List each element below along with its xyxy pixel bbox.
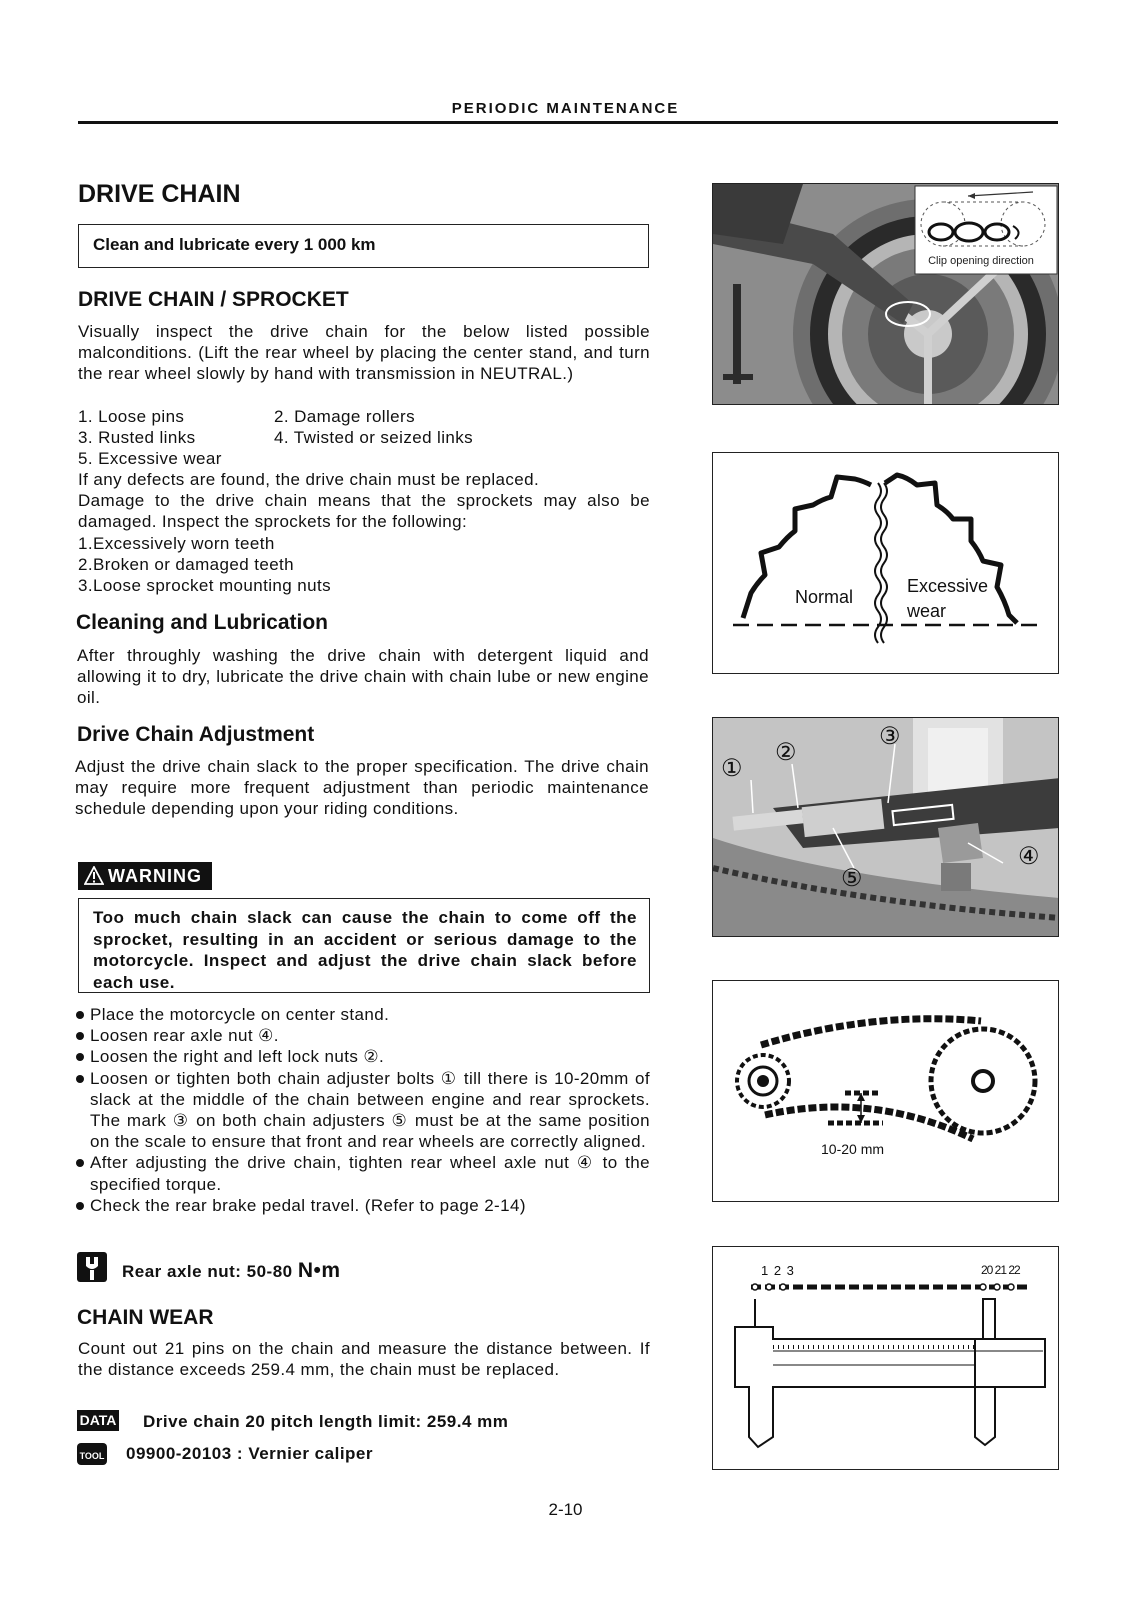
step-item: Place the motorcycle on center stand. [76,1004,650,1025]
rear-wheel-photo [712,183,1059,405]
clip-caption: Clip opening direction [928,255,1034,267]
data-spec: Drive chain 20 pitch length limit: 259.4 mm [143,1412,509,1431]
cleaning-heading: Cleaning and Lubrication [76,611,329,634]
vernier-caliper-figure [712,1246,1059,1470]
warning-label [78,862,212,890]
malcondition-list [78,406,650,470]
adjustment-text: Adjust the drive chain slack to the proper specification. The drive chain may require more frequent adjustment than periodic maintenance schedule depending upon your riding conditions. [75,757,649,819]
malcondition-item: 1. Loose pins [78,407,185,426]
torque-label: Rear axle nut: 50-80 [122,1262,298,1281]
torque-unit: N•m [297,1259,341,1282]
data-badge-icon: DATA [77,1410,119,1431]
rear-wheel-illustration [713,184,1059,405]
defect-text [78,469,650,596]
sprocket-item: 3.Loose sprocket mounting nuts [78,576,331,596]
callout-2: ② [775,739,797,766]
normal-label: Normal [795,587,854,607]
callout-4: ④ [1018,843,1040,870]
adjustment-steps [76,1004,650,1216]
sprocket-intro: Visually inspect the drive chain for the below listed possible malconditions. (Lift the rear wheel by placing the center stand, and turn the rear wheel slowly by hand with transmission in NEUTRAL.) [78,322,650,384]
step-item: Check the rear brake pedal travel. (Refer to page 2-14) [76,1195,650,1216]
adjustment-heading: Drive Chain Adjustment [77,723,315,746]
torque-spec [122,1259,341,1283]
sprocket-item: 2.Broken or damaged teeth [78,554,295,574]
sprocket-wear-illustration [713,453,1059,674]
warning-text-label: WARNING [108,866,202,886]
excessive-label: Excessive [907,576,989,596]
step-item: Loosen the right and left lock nuts ②. [76,1046,650,1067]
slack-label: 10-20 mm [821,1141,885,1157]
tool-spec: 09900-20103 : Vernier caliper [126,1444,373,1463]
defect-line: If any defects are found, the drive chain must be replaced. [78,470,540,489]
interval-text: Clean and lubricate every 1 000 km [93,235,376,254]
pin-numbers-right: 20 21 22 [981,1263,1020,1277]
sprocket-heading: DRIVE CHAIN / SPROCKET [78,288,349,311]
wear-label: wear [907,601,947,621]
chain-slack-illustration [713,981,1059,1202]
warning-box [78,898,650,993]
cleaning-text: After throughly washing the drive chain with detergent liquid and allowing it to dry, lubricate the drive chain with chain lube or new engine oil. [77,646,649,708]
step-item: Loosen or tighten both chain adjuster bolts ① till there is 10-20mm of slack at the middle of the chain between engine and rear sprockets. The mark ③ on both chain adjusters ⑤ must be at the same position on the scale to ensure that front and rear wheels are correctly aligned. [76,1068,650,1153]
page-number: 2-10 [548,1500,583,1519]
header-rule [78,121,1058,124]
vernier-caliper-illustration [713,1247,1059,1470]
torque-wrench-icon [77,1252,107,1282]
warning-text: Too much chain slack can cause the chain to come off the sprocket, resulting in an accident or serious damage to the motorcycle. Inspect and adjust the drive chain slack before each use. [93,908,637,992]
malcondition-item: 2. Damage rollers [274,407,415,426]
callout-3: ③ [879,723,901,750]
sprocket-item: 1.Excessively worn teeth [78,533,275,553]
pin-numbers-left: 1 2 3 [761,1263,795,1278]
tool-badge-icon: TOOL [77,1443,107,1465]
defect-line: Damage to the drive chain means that the sprockets may also be damaged. Inspect the sprockets for the following: [78,491,650,532]
malcondition-item: 3. Rusted links [78,428,196,448]
callout-5: ⑤ [841,865,863,892]
chain-wear-text: Count out 21 pins on the chain and measure the distance between. If the distance exceeds 259.4 mm, the chain must be replaced. [78,1339,650,1380]
warning-triangle-icon [84,866,104,885]
callout-1: ① [721,755,743,782]
sprocket-wear-figure [712,452,1059,674]
chain-adjuster-photo [712,717,1059,937]
chain-slack-figure [712,980,1059,1202]
interval-box [78,224,649,268]
step-item: Loosen rear axle nut ④. [76,1025,650,1046]
malcondition-item: 5. Excessive wear [78,449,222,469]
page-title: DRIVE CHAIN [78,180,241,208]
chain-wear-heading: CHAIN WEAR [77,1306,214,1329]
step-item: After adjusting the drive chain, tighten rear wheel axle nut ④ to the specified torque. [76,1152,650,1194]
malcondition-item: 4. Twisted or seized links [274,428,474,448]
running-header: PERIODIC MAINTENANCE [451,100,680,117]
